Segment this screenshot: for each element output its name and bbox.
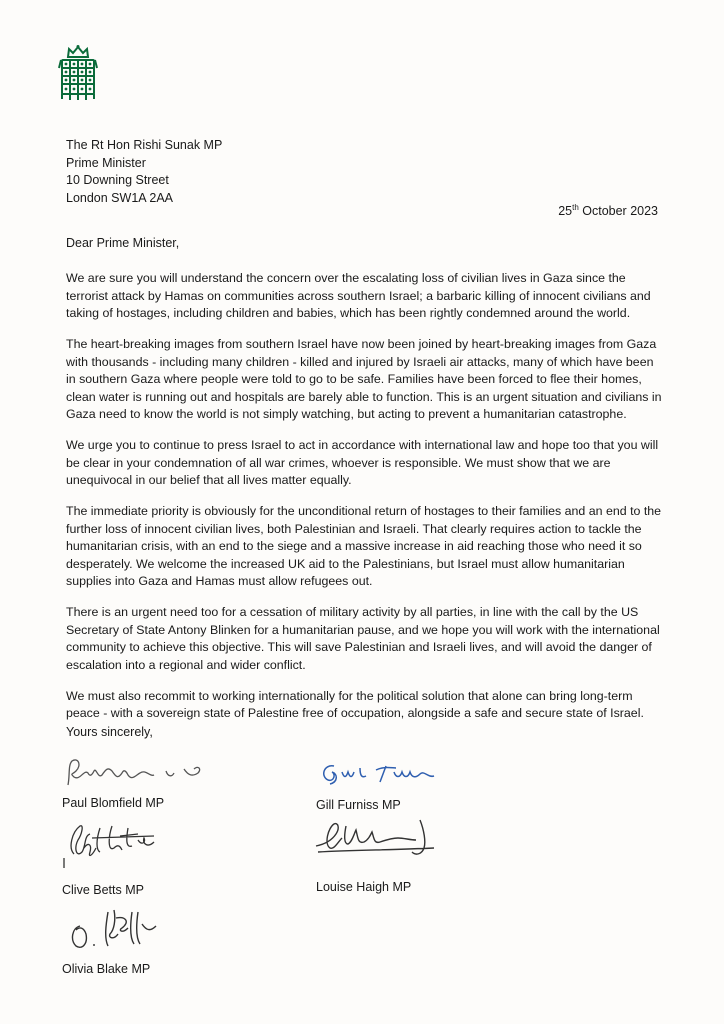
signature-paul-blomfield	[62, 755, 212, 791]
signatory-name: Paul Blomfield MP	[62, 796, 165, 810]
recipient-line: 10 Downing Street	[66, 173, 169, 187]
body-paragraph: The immediate priority is obviously for the unconditional return of hostages to their families and an end to the further loss of innocent civilian lives, both Palestinian and Israeli. That clearly requires action to tackle the humanitarian crisis, with an end to the siege and a massive increase in aid reaching those who need it so desperately. We welcome the increased UK aid to the Palestinians, but Israel must allow humanitarian supplies into Gaza and Hamas must allow refugees out.	[66, 504, 662, 588]
date-rest: October 2023	[578, 204, 658, 219]
signatory-name: Gill Furniss MP	[316, 798, 401, 812]
signatory-name: Louise Haigh MP	[316, 880, 412, 894]
recipient-line: The Rt Hon Rishi Sunak MP	[66, 138, 223, 152]
body-paragraph: There is an urgent need too for a cessation of military activity by all parties, in line with the call by the US Secretary of State Antony Blinken for a humanitarian pause, and we hope you will work with the international community to achieve this objective. This will save Palestinian and Israeli lives, and will avoid the danger of escalation into a regional and wider conflict.	[66, 605, 660, 672]
portcullis-icon	[57, 44, 99, 102]
recipient-line: London SW1A 2AA	[66, 190, 174, 205]
signature-olivia-blake	[64, 904, 160, 954]
signatory-name: Clive Betts MP	[62, 883, 144, 897]
recipient-address	[66, 137, 222, 207]
recipient-line: Prime Minister	[66, 155, 146, 170]
signatory-name: Olivia Blake MP	[62, 962, 151, 976]
body-paragraph: We must also recommit to working internationally for the political solution that alone can bring long-term peace - with a sovereign state of Palestine free of occupation, alongside a safe and secure state of Israel.	[66, 688, 644, 720]
letter-date	[558, 203, 658, 218]
signature-louise-haigh	[312, 816, 442, 860]
letter-body	[66, 270, 666, 736]
greeting: Dear Prime Minister,	[66, 236, 180, 250]
signature-gill-furniss	[316, 758, 446, 788]
date-suffix: th	[572, 203, 579, 212]
date-day: 25	[558, 204, 573, 219]
body-paragraph: We are sure you will understand the concern over the escalating loss of civilian lives in Gaza since the terrorist attack by Hamas on communities across southern Israel; a barbaric killing of innocent civilians and taking of hostages, including children and babies, which has been rightly condemned around the world.	[66, 271, 651, 320]
body-paragraph: The heart-breaking images from southern Israel have now been joined by heart-breaking images from Gaza with thousands - including many children - killed and injured by Israeli air attacks, many of which have been in southern Gaza where people were told to go to be safe. Families have been forced to flee their homes, clean water is running out and hospitals are barely able to function. This is an urgent situation and civilians in Gaza need to know the world is not simply watching, but acting to prevent a humanitarian catastrophe.	[66, 337, 662, 421]
body-paragraph: We urge you to continue to press Israel to act in accordance with international law and hope too that you will be clear in your condemnation of all war crimes, whoever is responsible. We must show that we are unequivocal in our belief that all lives matter equally.	[66, 438, 659, 487]
signature-clive-betts	[62, 818, 160, 870]
closing: Yours sincerely,	[66, 725, 153, 739]
